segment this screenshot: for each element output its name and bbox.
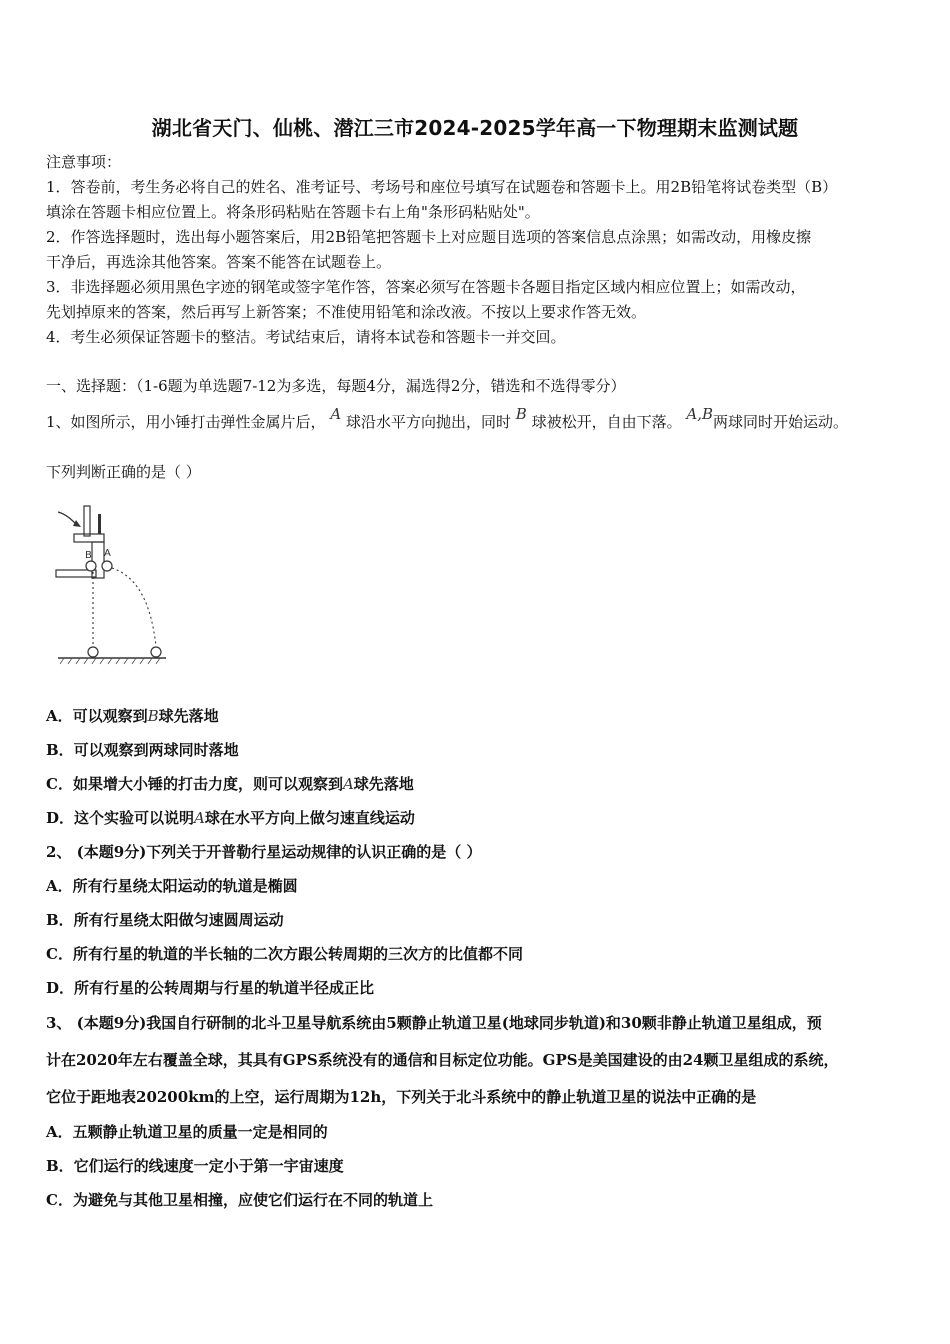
ground-hatch [60,658,160,664]
notice-line-5: 3．非选择题必须用黑色字迹的钢笔或签字笔作答，答案必须写在答题卡各题目指定区域内相应位置上；如需改动， [46,278,806,296]
q1-stem-part2: 球沿水平方向抛出，同时 [345,413,511,431]
q2-option-c: C．所有行星的轨道的半长轴的二次方跟公转周期的三次方的比值都不同 [46,945,523,963]
q1-stem-part3: 球被松开，自由下落。 [531,413,682,431]
notice-line-7: 4．考生必须保证答题卡的整洁。考试结束后，请将本试卷和答题卡一并交回。 [46,328,566,346]
q3-stem-line2: 计在2020年左右覆盖全球，其具有GPS系统没有的通信和目标定位功能。GPS是美国建设的由24颗卫星组成的系统， [46,1051,839,1069]
q1-stem [46,405,848,432]
q1-option-d [46,808,415,828]
q1-option-d-pre: D．这个实验可以说明 [46,809,195,827]
q1-option-d-post: 球在水平方向上做匀速直线运动 [204,809,415,827]
q3-stem-line3: 它位于距地表20200km的上空，运行周期为12h，下列关于北斗系统中的静止轨道卫星的说法中正确的是 [46,1088,757,1106]
q3-stem-line1: 3、 (本题9分)我国自行研制的北斗卫星导航系统由5颗静止轨道卫星(地球同步轨道)和30颗非静止轨道卫星组成，预 [46,1014,822,1032]
hammer-head [98,514,101,534]
notice-line-4: 干净后，再选涂其他答案。答案不能答在试题卷上。 [46,253,392,271]
notice-line-6: 先划掉原来的答案，然后再写上新答案；不准使用铅笔和涂改液。不按以上要求作答无效。 [46,303,647,321]
projectile-path-a [112,568,156,646]
q2-stem: 2、 (本题9分)下列关于开普勒行星运动规律的认识正确的是（ ） [46,843,482,861]
notice-line-2: 填涂在答题卡相应位置上。将条形码粘贴在答题卡右上角"条形码粘贴处"。 [46,203,540,221]
q1-var-a: A [330,405,342,423]
q1-option-d-var: A [194,809,205,827]
notice-line-1: 1．答卷前，考生务必将自己的姓名、准考证号、考场号和座位号填写在试题卷和答题卡上。用2B铅笔将试卷类型（B） [46,178,838,196]
q1-option-a-var: B [147,707,159,725]
ball-a-landed [151,647,161,657]
q3-option-c: C．为避免与其他卫星相撞，应使它们运行在不同的轨道上 [46,1191,433,1209]
label-a: A [104,548,111,559]
q2-option-a: A．所有行星绕太阳运动的轨道是椭圆 [46,877,298,895]
stand-top [74,534,104,542]
notice-heading: 注意事项： [46,153,122,171]
q1-option-c-post: 球先落地 [353,775,414,793]
q1-option-a-post: 球先落地 [158,707,219,725]
experiment-figure [52,502,172,672]
q1-option-c [46,774,414,794]
hammer-handle [84,506,90,536]
q1-stem-part4: 两球同时开始运动。 [712,413,848,431]
label-b: B [85,550,92,561]
page-title: 湖北省天门、仙桃、潜江三市2024-2025学年高一下物理期末监测试题 [151,116,799,140]
q1-var-ab: A,B [686,405,713,423]
notice-line-3: 2．作答选择题时，选出每小题答案后，用2B铅笔把答题卡上对应题目选项的答案信息点涂黑；如需改动，用橡皮擦 [46,228,812,246]
q1-stem-part1: 1、如图所示，用小锤打击弹性金属片后， [46,413,326,431]
section-heading: 一、选择题：（1-6题为单选题7-12为多选，每题4分，漏选得2分，错选和不选得零分） [46,377,626,395]
ball-b-landed [88,647,98,657]
q2-option-d: D．所有行星的公转周期与行星的轨道半径成正比 [46,979,375,997]
q1-stem-line2: 下列判断正确的是（ ） [46,463,201,481]
stand-post [92,542,104,578]
q2-option-b: B．所有行星绕太阳做匀速圆周运动 [46,911,284,929]
q1-var-b: B [515,405,527,423]
q1-option-a [46,706,219,726]
q1-option-a-pre: A．可以观察到 [46,707,148,725]
q3-option-b: B．它们运行的线速度一定小于第一宇宙速度 [46,1157,344,1175]
ball-a [102,561,112,571]
q1-option-c-pre: C．如果增大小锤的打击力度，则可以观察到 [46,775,343,793]
q1-option-c-var: A [342,775,354,793]
q1-option-b: B．可以观察到两球同时落地 [46,741,239,759]
q3-option-a: A．五颗静止轨道卫星的质量一定是相同的 [46,1123,328,1141]
ball-b [86,561,96,571]
arrow-head [73,520,81,527]
